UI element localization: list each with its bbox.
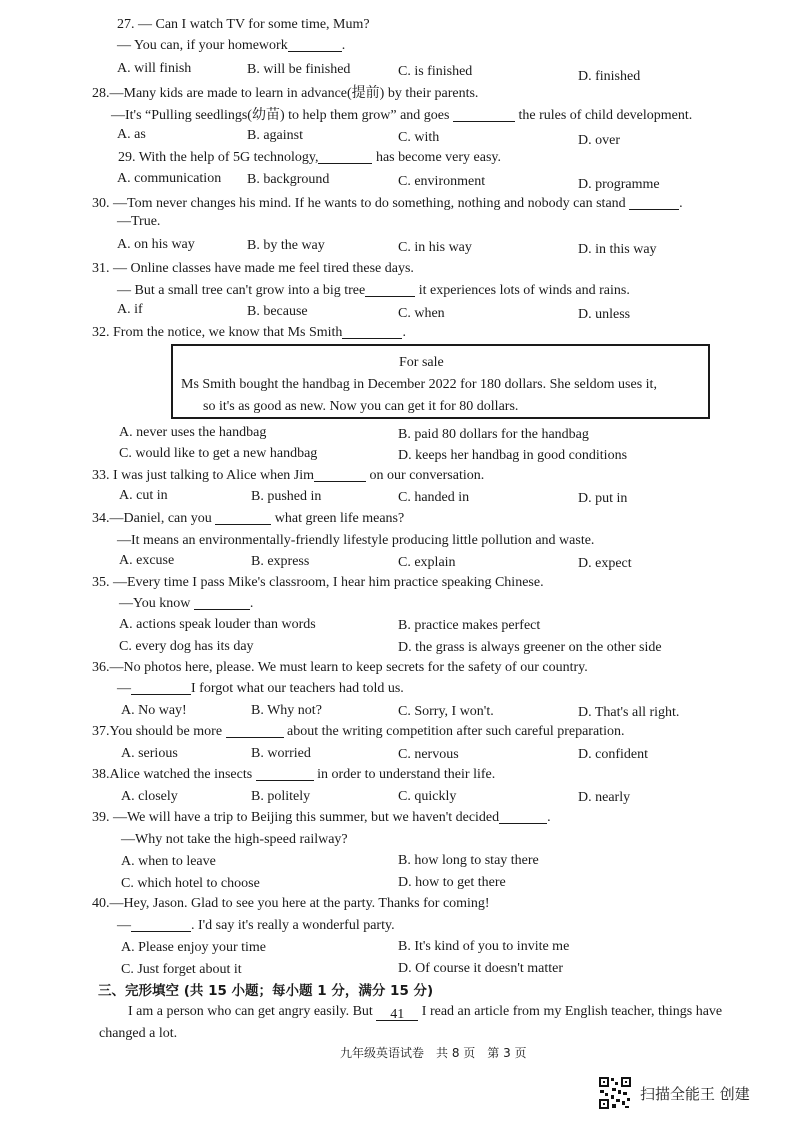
cloze-blank-41: 41 bbox=[376, 1006, 418, 1021]
q29-option-b: B. background bbox=[247, 172, 330, 187]
q38-option-d: D. nearly bbox=[578, 790, 631, 805]
q29-option-a: A. communication bbox=[117, 171, 222, 186]
q33-stem: 33. I was just talking to Alice when Jim on our conversation. bbox=[92, 468, 485, 483]
q40-blank bbox=[131, 917, 191, 932]
q36-stem: 36.—No photos here, please. We must learn to keep secrets for the safety of our country. bbox=[92, 660, 588, 675]
q33-option-d: D. put in bbox=[578, 491, 628, 506]
q40-answer-line: — . I'd say it's really a wonderful party. bbox=[117, 918, 395, 933]
q40-option-d: D. Of course it doesn't matter bbox=[398, 961, 564, 976]
q35-blank bbox=[194, 595, 250, 610]
q28-blank bbox=[453, 107, 515, 122]
q38-blank bbox=[256, 766, 314, 781]
qr-code-icon bbox=[598, 1076, 632, 1110]
q27-option-a: A. will finish bbox=[117, 61, 192, 76]
q31-blank bbox=[365, 282, 415, 297]
q39-blank bbox=[499, 809, 547, 824]
q30-reply: —True. bbox=[117, 214, 161, 229]
q27-option-b: B. will be finished bbox=[247, 62, 351, 77]
q37-option-d: D. confident bbox=[578, 747, 648, 762]
q38-option-b: B. politely bbox=[251, 789, 311, 804]
q33-option-c: C. handed in bbox=[398, 490, 470, 505]
q28-option-b: B. against bbox=[247, 128, 303, 143]
q40-stem: 40.—Hey, Jason. Glad to see you here at the party. Thanks for coming! bbox=[92, 896, 490, 911]
q34-reply: —It means an environmentally-friendly lifestyle producing little pollution and waste. bbox=[117, 533, 595, 548]
q32-option-c: C. would like to get a new handbag bbox=[119, 446, 318, 461]
q35-option-a: A. actions speak louder than words bbox=[119, 617, 316, 632]
q40-option-b: B. It's kind of you to invite me bbox=[398, 939, 570, 954]
q29-option-c: C. environment bbox=[398, 174, 486, 189]
q38-option-c: C. quickly bbox=[398, 789, 457, 804]
q29-stem: 29. With the help of 5G technology, has become very easy. bbox=[118, 150, 502, 165]
q34-option-b: B. express bbox=[251, 554, 310, 569]
q30-option-c: C. in his way bbox=[398, 240, 472, 255]
q36-blank bbox=[131, 680, 191, 695]
q31-option-d: D. unless bbox=[578, 307, 631, 322]
q34-option-a: A. excuse bbox=[119, 553, 175, 568]
q32-stem: 32. From the notice, we know that Ms Smith . bbox=[92, 325, 406, 340]
q37-option-b: B. worried bbox=[251, 746, 311, 761]
cloze-passage-line-2: changed a lot. bbox=[99, 1026, 178, 1041]
q35-stem: 35. —Every time I pass Mike's classroom, I hear him practice speaking Chinese. bbox=[92, 575, 544, 590]
q28-stem: 28.—Many kids are made to learn in advance(提前) by their parents. bbox=[92, 86, 479, 101]
q39-reply: —Why not take the high-speed railway? bbox=[121, 832, 348, 847]
notice-title: For sale bbox=[399, 355, 444, 370]
q39-stem: 39. —We will have a trip to Beijing this summer, but we haven't decided . bbox=[92, 810, 551, 825]
q37-option-a: A. serious bbox=[121, 746, 178, 761]
q38-stem: 38.Alice watched the insects in order to understand their life. bbox=[92, 767, 496, 782]
q31-option-b: B. because bbox=[247, 304, 308, 319]
q33-option-b: B. pushed in bbox=[251, 489, 322, 504]
q33-blank bbox=[314, 467, 366, 482]
q39-option-c: C. which hotel to choose bbox=[121, 876, 260, 891]
notice-line-1: Ms Smith bought the handbag in December 2022 for 180 dollars. She seldom uses it, bbox=[181, 377, 657, 392]
q30-blank bbox=[629, 195, 679, 210]
q31-stem: 31. — Online classes have made me feel tired these days. bbox=[92, 261, 414, 276]
q37-stem: 37.You should be more about the writing competition after such careful preparation. bbox=[92, 724, 625, 739]
q30-option-b: B. by the way bbox=[247, 238, 325, 253]
section3-heading: 三、完形填空 (共 15 小题；每小题 1 分，满分 15 分) bbox=[98, 983, 434, 999]
q29-blank bbox=[318, 149, 372, 164]
q30-option-a: A. on his way bbox=[117, 237, 195, 252]
q39-option-b: B. how long to stay there bbox=[398, 853, 539, 868]
q40-option-c: C. Just forget about it bbox=[121, 962, 242, 977]
q34-blank bbox=[215, 510, 271, 525]
q30-option-d: D. in this way bbox=[578, 242, 657, 257]
q36-option-d: D. That's all right. bbox=[578, 705, 680, 720]
q36-option-a: A. No way! bbox=[121, 703, 187, 718]
q32-option-b: B. paid 80 dollars for the handbag bbox=[398, 427, 589, 442]
q37-option-c: C. nervous bbox=[398, 747, 459, 762]
q37-blank bbox=[226, 723, 284, 738]
q32-option-a: A. never uses the handbag bbox=[119, 425, 267, 440]
q32-blank bbox=[342, 324, 402, 339]
q27-blank bbox=[288, 37, 342, 52]
q28-option-a: A. as bbox=[117, 127, 146, 142]
q27-option-d: D. finished bbox=[578, 69, 641, 84]
q28-answer-line: —It's “Pulling seedlings(幼苗) to help them grow” and goes the rules of child development. bbox=[111, 108, 693, 123]
q35-option-b: B. practice makes perfect bbox=[398, 618, 541, 633]
q40-option-a: A. Please enjoy your time bbox=[121, 940, 267, 955]
q29-option-d: D. programme bbox=[578, 177, 660, 192]
q39-option-d: D. how to get there bbox=[398, 875, 506, 890]
q28-option-c: C. with bbox=[398, 130, 440, 145]
q35-option-d: D. the grass is always greener on the other side bbox=[398, 640, 662, 655]
notice-line-2: so it's as good as new. Now you can get it for 80 dollars. bbox=[203, 399, 519, 414]
q35-option-c: C. every dog has its day bbox=[119, 639, 254, 654]
q30-stem: 30. —Tom never changes his mind. If he wants to do something, nothing and nobody can stand . bbox=[92, 196, 683, 211]
scanner-watermark: 扫描全能王 创建 bbox=[640, 1085, 750, 1103]
q36-option-c: C. Sorry, I won't. bbox=[398, 704, 494, 719]
page-footer: 九年级英语试卷 共 8 页 第 3 页 bbox=[340, 1046, 527, 1060]
cloze-passage-line-1: I am a person who can get angry easily. But 41 I read an article from my English teacher, things have bbox=[128, 1004, 723, 1022]
q32-option-d: D. keeps her handbag in good conditions bbox=[398, 448, 628, 463]
q27-option-c: C. is finished bbox=[398, 64, 473, 79]
q34-option-d: D. expect bbox=[578, 556, 632, 571]
q31-option-c: C. when bbox=[398, 306, 445, 321]
q36-option-b: B. Why not? bbox=[251, 703, 322, 718]
q38-option-a: A. closely bbox=[121, 789, 178, 804]
q35-answer-line: —You know . bbox=[119, 596, 254, 611]
q28-option-d: D. over bbox=[578, 133, 620, 148]
q36-answer-line: — I forgot what our teachers had told us. bbox=[117, 681, 404, 696]
q34-option-c: C. explain bbox=[398, 555, 456, 570]
q31-option-a: A. if bbox=[117, 302, 143, 317]
q31-answer-line: — But a small tree can't grow into a big tree it experiences lots of winds and rains. bbox=[117, 283, 630, 298]
q27-answer-line: — You can, if your homework . bbox=[117, 38, 346, 53]
q34-stem: 34.—Daniel, can you what green life means? bbox=[92, 511, 405, 526]
q27-stem: 27. — Can I watch TV for some time, Mum? bbox=[117, 17, 370, 32]
q39-option-a: A. when to leave bbox=[121, 854, 216, 869]
sale-notice-box bbox=[171, 344, 710, 419]
q33-option-a: A. cut in bbox=[119, 488, 168, 503]
